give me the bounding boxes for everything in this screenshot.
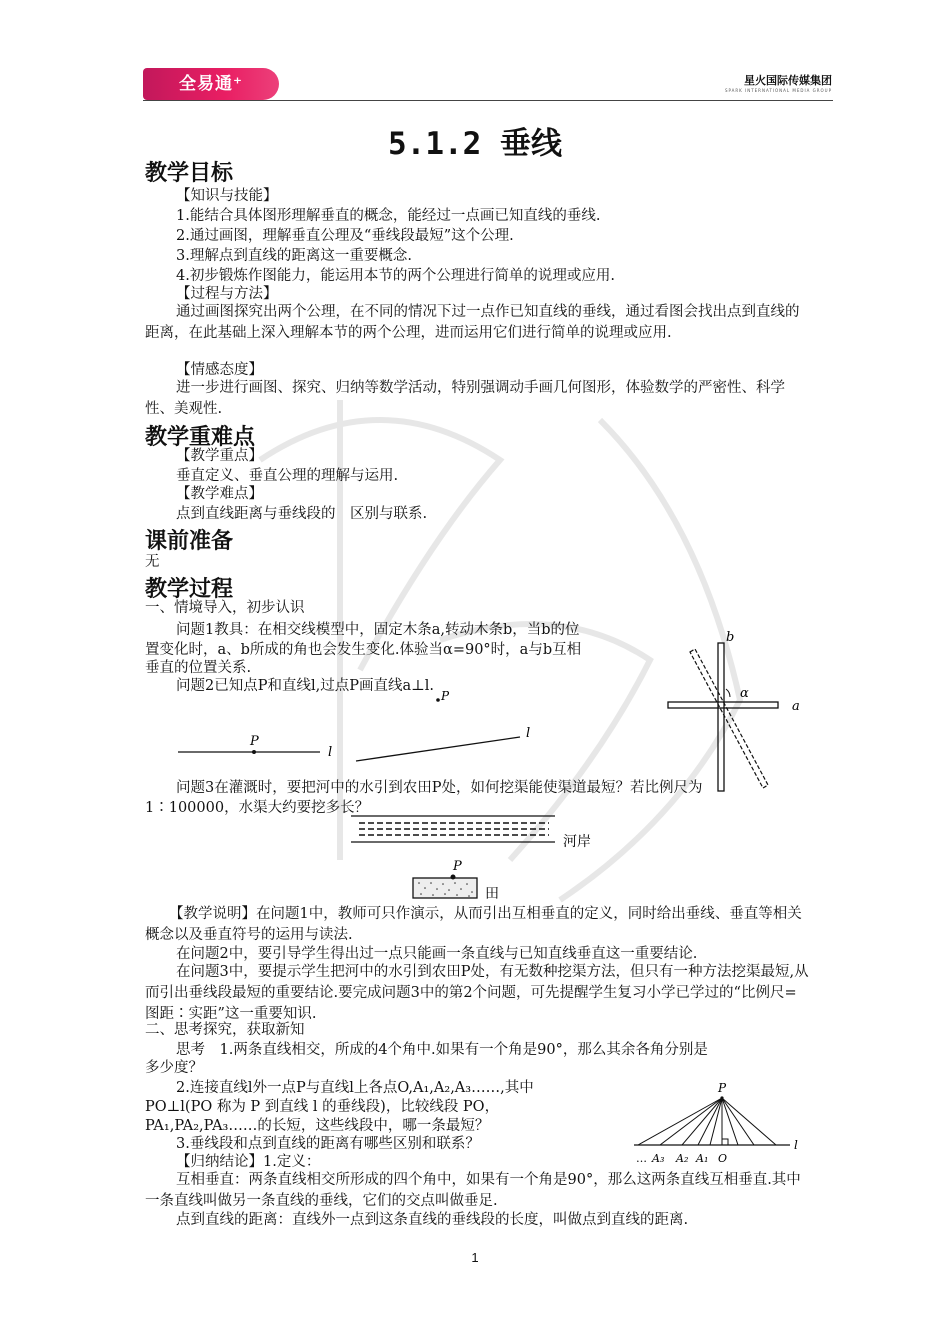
label-knowledge: 【知识与技能】 [176,188,278,204]
point-P-field [451,875,456,880]
figure-intersecting-lines [660,625,810,795]
header-rule [143,100,833,101]
label-O: O [718,1152,728,1165]
question-3-line-2: 1∶100000，水渠大约要挖多长？ [145,800,370,816]
stick-b [718,643,724,791]
point-P-lower [252,750,256,754]
label-a: a [792,699,800,714]
knowledge-item-4: 4.初步锻炼作图能力，能运用本节的两个公理进行简单的说理或应用. [176,268,615,284]
heading-process: 教学过程 [145,577,234,602]
part-1-title: 一、情境导入，初步认识 [145,600,305,616]
company-name: 星火国际传媒集团 SPARK INTERNATIONAL MEDIA GROUP [724,74,832,93]
question-3-line-1: 问题3在灌溉时，要把河中的水引到农田P处，如何挖渠能使渠道最短？若比例尺为 [176,780,703,796]
knowledge-item-3: 3.理解点到直线的距离这一重要概念. [176,248,412,264]
brand-logo: 全易通⁺ [143,68,279,100]
line-l-slanted [356,737,520,761]
label-l-horizontal: l [328,745,333,760]
point-P-upper [436,698,440,702]
heading-objectives: 教学目标 [145,161,234,186]
page-title: 5.1.2 垂线 [388,126,562,162]
figure-perpendicular-segment [630,1078,810,1168]
label-l-base: l [794,1138,798,1152]
label-A3: A₃ [652,1152,665,1165]
page-number: 1 [471,1250,479,1265]
label-field: 田 [485,886,499,902]
think-2-line-2: PO⊥l(PO 称为 P 到直线 l 的垂线段)，比较线段 PO， [145,1099,500,1115]
heading-key-points: 教学重难点 [145,425,256,450]
knowledge-item-1: 1.能结合具体图形理解垂直的概念，能经过一点画已知直线的垂线. [176,208,601,224]
note-question-2: 在问题2中，要引导学生得出过一点只能画一条直线与已知直线垂直这一重要结论. [176,946,698,962]
figure-river-field [345,810,615,910]
label-A2: A₂ [676,1152,689,1165]
knowledge-item-2: 2.通过画图，理解垂直公理及“垂线段最短”这个公理. [176,228,514,244]
difficulty-text: 点到直线距离与垂线段的 区别与联系. [176,506,428,522]
note-question-3: 在问题3中，要提示学生把河中的水引到农田P处，有无数种挖渠方法，但只有一种方法挖渠最短,从而引出垂线段最短的重要结论.要完成问题3中的第2个问题，可先提醒学生复习小学已学过的“比例尺=图距∶实距”这一重要知识. [145,964,809,1022]
part-2-title: 二、思考探究，获取新知 [145,1022,305,1038]
label-A1: A₁ [696,1152,709,1165]
attitude-text: 进一步进行画图、探究、归纳等数学活动，特别强调动手画几何图形，体验数学的严密性、科学性、美观性. [145,380,785,417]
label-river-bank: 河岸 [563,834,591,850]
label-alpha: α [740,686,749,701]
question-2: 问题2已知点P和直线l,过点P画直线a⊥l. [176,678,435,694]
label-attitude: 【情感态度】 [176,362,263,378]
label-P-field: P [453,859,462,874]
label-P-upper: P [441,689,450,703]
think-1-line-2: 多少度？ [145,1060,203,1076]
think-1-line-1: 思考 1.两条直线相交，所成的4个角中.如果有一个角是90°，那么其余各角分别是 [176,1042,708,1058]
label-dots: … [636,1152,647,1165]
question-1-line-3: 垂直的位置关系. [145,660,252,676]
process-text: 通过画图探究出两个公理，在不同的情况下过一点作已知直线的垂线，通过看图会找出点到直线的距离，在此基础上深入理解本节的两个公理，进而运用它们进行简单的说理或应用. [145,304,800,341]
definition-perpendicular: 互相垂直：两条直线相交所形成的四个角中，如果有一个角是90°，那么这两条直线互相垂直.其中一条直线叫做另一条直线的垂线，它们的交点叫做垂足. [145,1172,801,1209]
think-3: 3.垂线段和点到直线的距离有哪些区别和联系？ [176,1136,480,1152]
conclusion-label: 【归纳结论】1.定义： [176,1154,321,1170]
label-process: 【过程与方法】 [176,286,278,302]
field-rect [413,878,477,898]
think-2-line-3: PA₁,PA₂,PA₃……的长短，这些线段中，哪一条最短？ [145,1118,490,1134]
heading-preparation: 课前准备 [145,529,234,554]
key-text: 垂直定义、垂直公理的理解与运用. [176,468,399,484]
label-P-apex: P [718,1081,727,1095]
label-P-lower: P [250,734,259,749]
label-l-slanted: l [526,726,531,741]
definition-distance: 点到直线的距离：直线外一点到这条直线的垂线段的长度，叫做点到直线的距离. [176,1212,689,1228]
preparation-text: 无 [145,554,160,570]
teaching-note: 【教学说明】在问题1中，教师可只作演示，从而引出互相垂直的定义，同时给出垂线、垂直等相关概念以及垂直符号的运用与读法. [145,906,802,943]
label-difficulty: 【教学难点】 [176,486,263,502]
think-2-line-1: 2.连接直线l外一点P与直线l上各点O,A₁,A₂,A₃……,其中 [176,1080,534,1096]
question-1-line-2: 置变化时，a、b所成的角也会发生变化.体验当α=90°时，a与b互相 [145,642,582,658]
figure-point-and-lines [170,685,560,765]
stick-rotated [690,649,768,788]
question-1-line-1: 问题1教具：在相交线模型中，固定木条a,转动木条b，当b的位 [176,622,580,638]
label-key: 【教学重点】 [176,448,263,464]
stick-a [668,702,778,708]
label-b: b [726,630,735,645]
